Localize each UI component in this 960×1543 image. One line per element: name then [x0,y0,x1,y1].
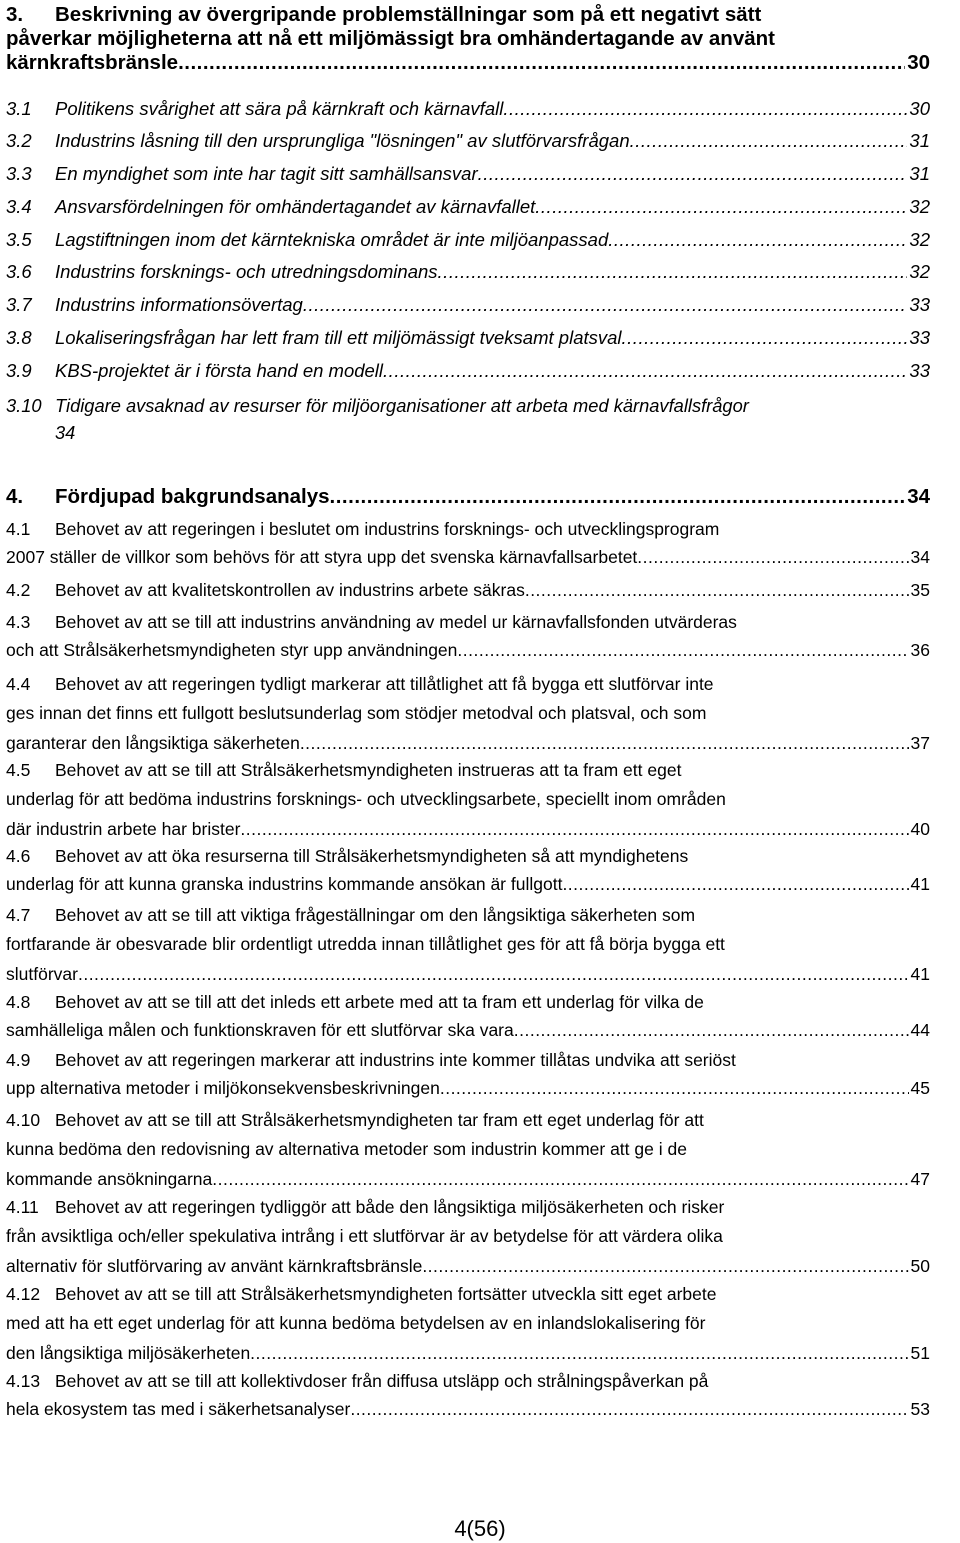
dot-leader [240,815,908,844]
page-number: 34 [910,547,930,567]
entry-title: Behovet av att se till att Strålsäkerhetsmyndigheten instrueras att ta fram ett eget [55,760,682,780]
entry-number: 3.1 [6,98,32,119]
toc-entry-4-8[interactable] [6,988,930,1044]
dot-leader [78,960,909,989]
entry-number: 3.4 [6,196,32,217]
entry-number: 3. [6,3,24,26]
entry-title-line-3: kommande ansökningarna [6,1168,213,1189]
dot-leader [608,227,907,253]
entry-number: 4.7 [6,905,31,925]
page-number: 47 [910,1168,930,1189]
dot-leader [178,51,905,75]
entry-number: 3.2 [6,130,32,151]
entry-title: Lokaliseringsfrågan har lett fram till ett miljömässigt tveksamt platsval [55,327,622,348]
dot-leader [630,128,908,154]
entry-title: Lagstiftningen inom det kärntekniska området är inte miljöanpassad [55,229,609,250]
entry-number: 4.5 [6,760,31,780]
toc-entry-3-6[interactable] [6,259,930,285]
dot-leader [514,1016,909,1044]
page-number: 35 [910,580,930,600]
dot-leader [562,870,908,898]
entry-title-line-2: underlag för att kunna granska industrins kommande ansökan är fullgott [6,874,563,894]
entry-title: Politikens svårighet att sära på kärnkraft och kärnavfall [55,98,504,119]
entry-number: 3.5 [6,229,32,250]
entry-number: 4.6 [6,846,31,866]
entry-title: Industrins forsknings- och utredningsdominans [55,261,438,282]
entry-number: 4.8 [6,992,31,1012]
entry-title-line-3: kärnkraftsbränsle [6,51,179,74]
page-number: 32 [909,229,930,250]
entry-title-line-3: där industrin arbete har brister [6,818,241,839]
toc-entry-4-13[interactable] [6,1367,930,1423]
page-number: 33 [909,327,930,348]
page-number: 40 [910,818,930,839]
dot-leader [250,1339,908,1368]
toc-entry-3-1[interactable] [6,96,930,122]
toc-entry-3-8[interactable] [6,325,930,351]
entry-title: Industrins låsning till den ursprungliga "lösningen" av slutförvarsfrågan [55,130,630,151]
page-number: 37 [910,732,930,753]
entry-title-line-2: påverkar möjligheterna att nå ett miljömässigt bra omhändertagande av använt [6,27,775,50]
page-number: 51 [910,1342,930,1363]
page-number: 34 [907,485,930,508]
page-number: 45 [910,1078,930,1098]
toc-entry-3-5[interactable] [6,227,930,253]
entry-number: 4. [6,485,24,508]
entry-number: 3.7 [6,294,32,315]
page-number: 33 [909,360,930,381]
entry-title: Industrins informationsövertag [55,294,303,315]
page-number: 50 [910,1255,930,1276]
toc-entry-3-2[interactable] [6,128,930,154]
entry-title-line-2: upp alternativa metoder i miljökonsekvensbeskrivningen [6,1078,440,1098]
entry-title-line-2: samhälleliga målen och funktionskraven för ett slutförvar ska vara [6,1020,514,1040]
page-number: 44 [910,1020,930,1040]
toc-entry-4-5[interactable] [6,756,930,844]
entry-number: 3.8 [6,327,32,348]
entry-title: Behovet av att regeringen tydliggör att både den långsiktiga miljösäkerheten och risker [55,1197,725,1217]
entry-title-line-2: hela ekosystem tas med i säkerhetsanalyser [6,1399,351,1419]
dot-leader [438,259,908,285]
toc-entry-4-7[interactable] [6,901,930,989]
page-indicator: 4(56) [454,1516,506,1541]
dot-leader [457,636,908,664]
toc-entry-3-3[interactable] [6,161,930,187]
toc-entry-4-1[interactable] [6,515,930,571]
dot-leader [330,484,906,510]
entry-title-line-2: fortfarande är obesvarade blir ordentligt utredda innan tillåtlighet ges för att få börja bygga ett [6,934,725,955]
toc-entry-4-4[interactable] [6,670,930,758]
entry-number: 4.4 [6,674,31,694]
entry-number: 4.10 [6,1110,41,1130]
page-number: 31 [909,130,930,151]
entry-title-line-2: med att ha ett eget underlag för att kunna bedöma betydelsen av en inlandslokalisering för [6,1313,706,1334]
entry-title-line-3: garanterar den långsiktiga säkerheten [6,732,300,753]
toc-entry-3-7[interactable] [6,292,930,318]
toc-entry-4-6[interactable] [6,842,930,898]
page-number: 41 [910,874,930,894]
dot-leader [300,729,909,758]
entry-title: Behovet av att regeringen markerar att industrins inte kommer tillåtas undvika att seriöst [55,1050,736,1070]
entry-title: Fördjupad bakgrundsanalys [55,485,330,508]
entry-title: Tidigare avsaknad av resurser för miljöorganisationer att arbeta med kärnavfallsfrågor [55,395,749,416]
entry-title: KBS-projektet är i första hand en modell [55,360,384,381]
entry-title: Behovet av att se till att viktiga frågeställningar om den långsiktiga säkerheten som [55,905,696,925]
dot-leader [535,194,907,220]
dot-leader [440,1074,909,1102]
toc-entry-4-3[interactable] [6,608,930,664]
toc-entry-3[interactable] [6,3,930,75]
dot-leader [478,161,908,187]
entry-number: 4.1 [6,519,31,539]
entry-number: 4.11 [6,1197,39,1217]
entry-title: Ansvarsfördelningen för omhändertagandet av kärnavfallet [55,196,536,217]
page-number: 32 [909,261,930,282]
entry-title: En myndighet som inte har tagit sitt samhällsansvar [55,163,478,184]
entry-title: Behovet av att kvalitetskontrollen av industrins arbete säkras [55,580,525,600]
page-number: 33 [909,294,930,315]
entry-title: Behovet av att regeringen tydligt markerar att tillåtlighet att få bygga ett slutförvar inte [55,674,714,694]
entry-title-line-2: från avsiktliga och/eller spekulativa intrång i ett slutförvar är av betydelse för att värdera olika [6,1226,723,1247]
dot-leader [303,292,908,318]
entry-title: Behovet av att öka resurserna till Strålsäkerhetsmyndigheten så att myndighetens [55,846,689,866]
dot-leader [383,358,907,384]
dot-leader [350,1395,908,1423]
toc-entry-4-9[interactable] [6,1046,930,1102]
entry-title-line-2: underlag för att bedöma industrins forsknings- och utvecklingsarbete, speciellt inom områden [6,789,726,810]
page-number: 32 [909,196,930,217]
page-number: 41 [910,963,930,984]
toc-entry-4-2[interactable] [6,576,930,605]
page-number: 36 [910,640,930,660]
entry-number: 3.6 [6,261,32,282]
toc-entry-3-9[interactable] [6,358,930,384]
toc-entry-3-10[interactable] [6,392,930,446]
entry-title: Behovet av att se till att Strålsäkerhetsmyndigheten fortsätter utveckla sitt eget arbete [55,1284,717,1304]
entry-title-line-2: ges innan det finns ett fullgott beslutsunderlag som stödjer metodval och platsval, och som [6,703,707,724]
toc-entry-4-12[interactable] [6,1280,930,1368]
dot-leader [212,1165,908,1194]
dot-leader [525,576,909,605]
entry-title-line-3: slutförvar [6,963,78,984]
entry-number: 4.9 [6,1050,31,1070]
entry-title: Behovet av att se till att industrins användning av medel ur kärnavfallsfonden utvärderas [55,612,737,632]
toc-entry-4[interactable] [6,484,930,510]
toc-entry-3-4[interactable] [6,194,930,220]
entry-number: 4.12 [6,1284,41,1304]
page-number: 30 [909,98,930,119]
entry-title-line-2: kunna bedöma den redovisning av alternativa metoder som industrin kommer att ge i de [6,1139,687,1160]
page-number: 53 [910,1399,930,1419]
page-number: 30 [907,51,930,74]
page-number: 34 [55,422,76,443]
entry-title: Beskrivning av övergripande problemställningar som på ett negativt sätt [55,3,762,26]
entry-number: 4.13 [6,1371,41,1391]
entry-number: 3.3 [6,163,32,184]
entry-title-line-3: alternativ för slutförvaring av använt kärnkraftsbränsle [6,1255,423,1276]
dot-leader [622,325,908,351]
dot-leader [422,1252,908,1281]
dot-leader [503,96,907,122]
toc-entry-4-11[interactable] [6,1193,930,1281]
entry-title: Behovet av att regeringen i beslutet om industrins forsknings- och utvecklingsprogram [55,519,720,539]
page-number: 31 [909,163,930,184]
entry-title: Behovet av att se till att kollektivdoser från diffusa utsläpp och strålningspåverkan på [55,1371,709,1391]
entry-title: Behovet av att se till att Strålsäkerhetsmyndigheten tar fram ett eget underlag för att [55,1110,704,1130]
dot-leader [637,543,908,571]
entry-title: Behovet av att se till att det inleds ett arbete med att ta fram ett underlag för vilka de [55,992,704,1012]
entry-title-line-2: 2007 ställer de villkor som behövs för att styra upp det svenska kärnavfallsarbetet [6,547,638,567]
entry-title-line-2: och att Strålsäkerhetsmyndigheten styr upp användningen [6,640,458,660]
entry-number: 3.10 [6,395,42,416]
entry-title-line-3: den långsiktiga miljösäkerheten [6,1342,251,1363]
entry-number: 3.9 [6,360,32,381]
entry-number: 4.2 [6,580,31,600]
toc-entry-4-10[interactable] [6,1106,930,1194]
entry-number: 4.3 [6,612,31,632]
